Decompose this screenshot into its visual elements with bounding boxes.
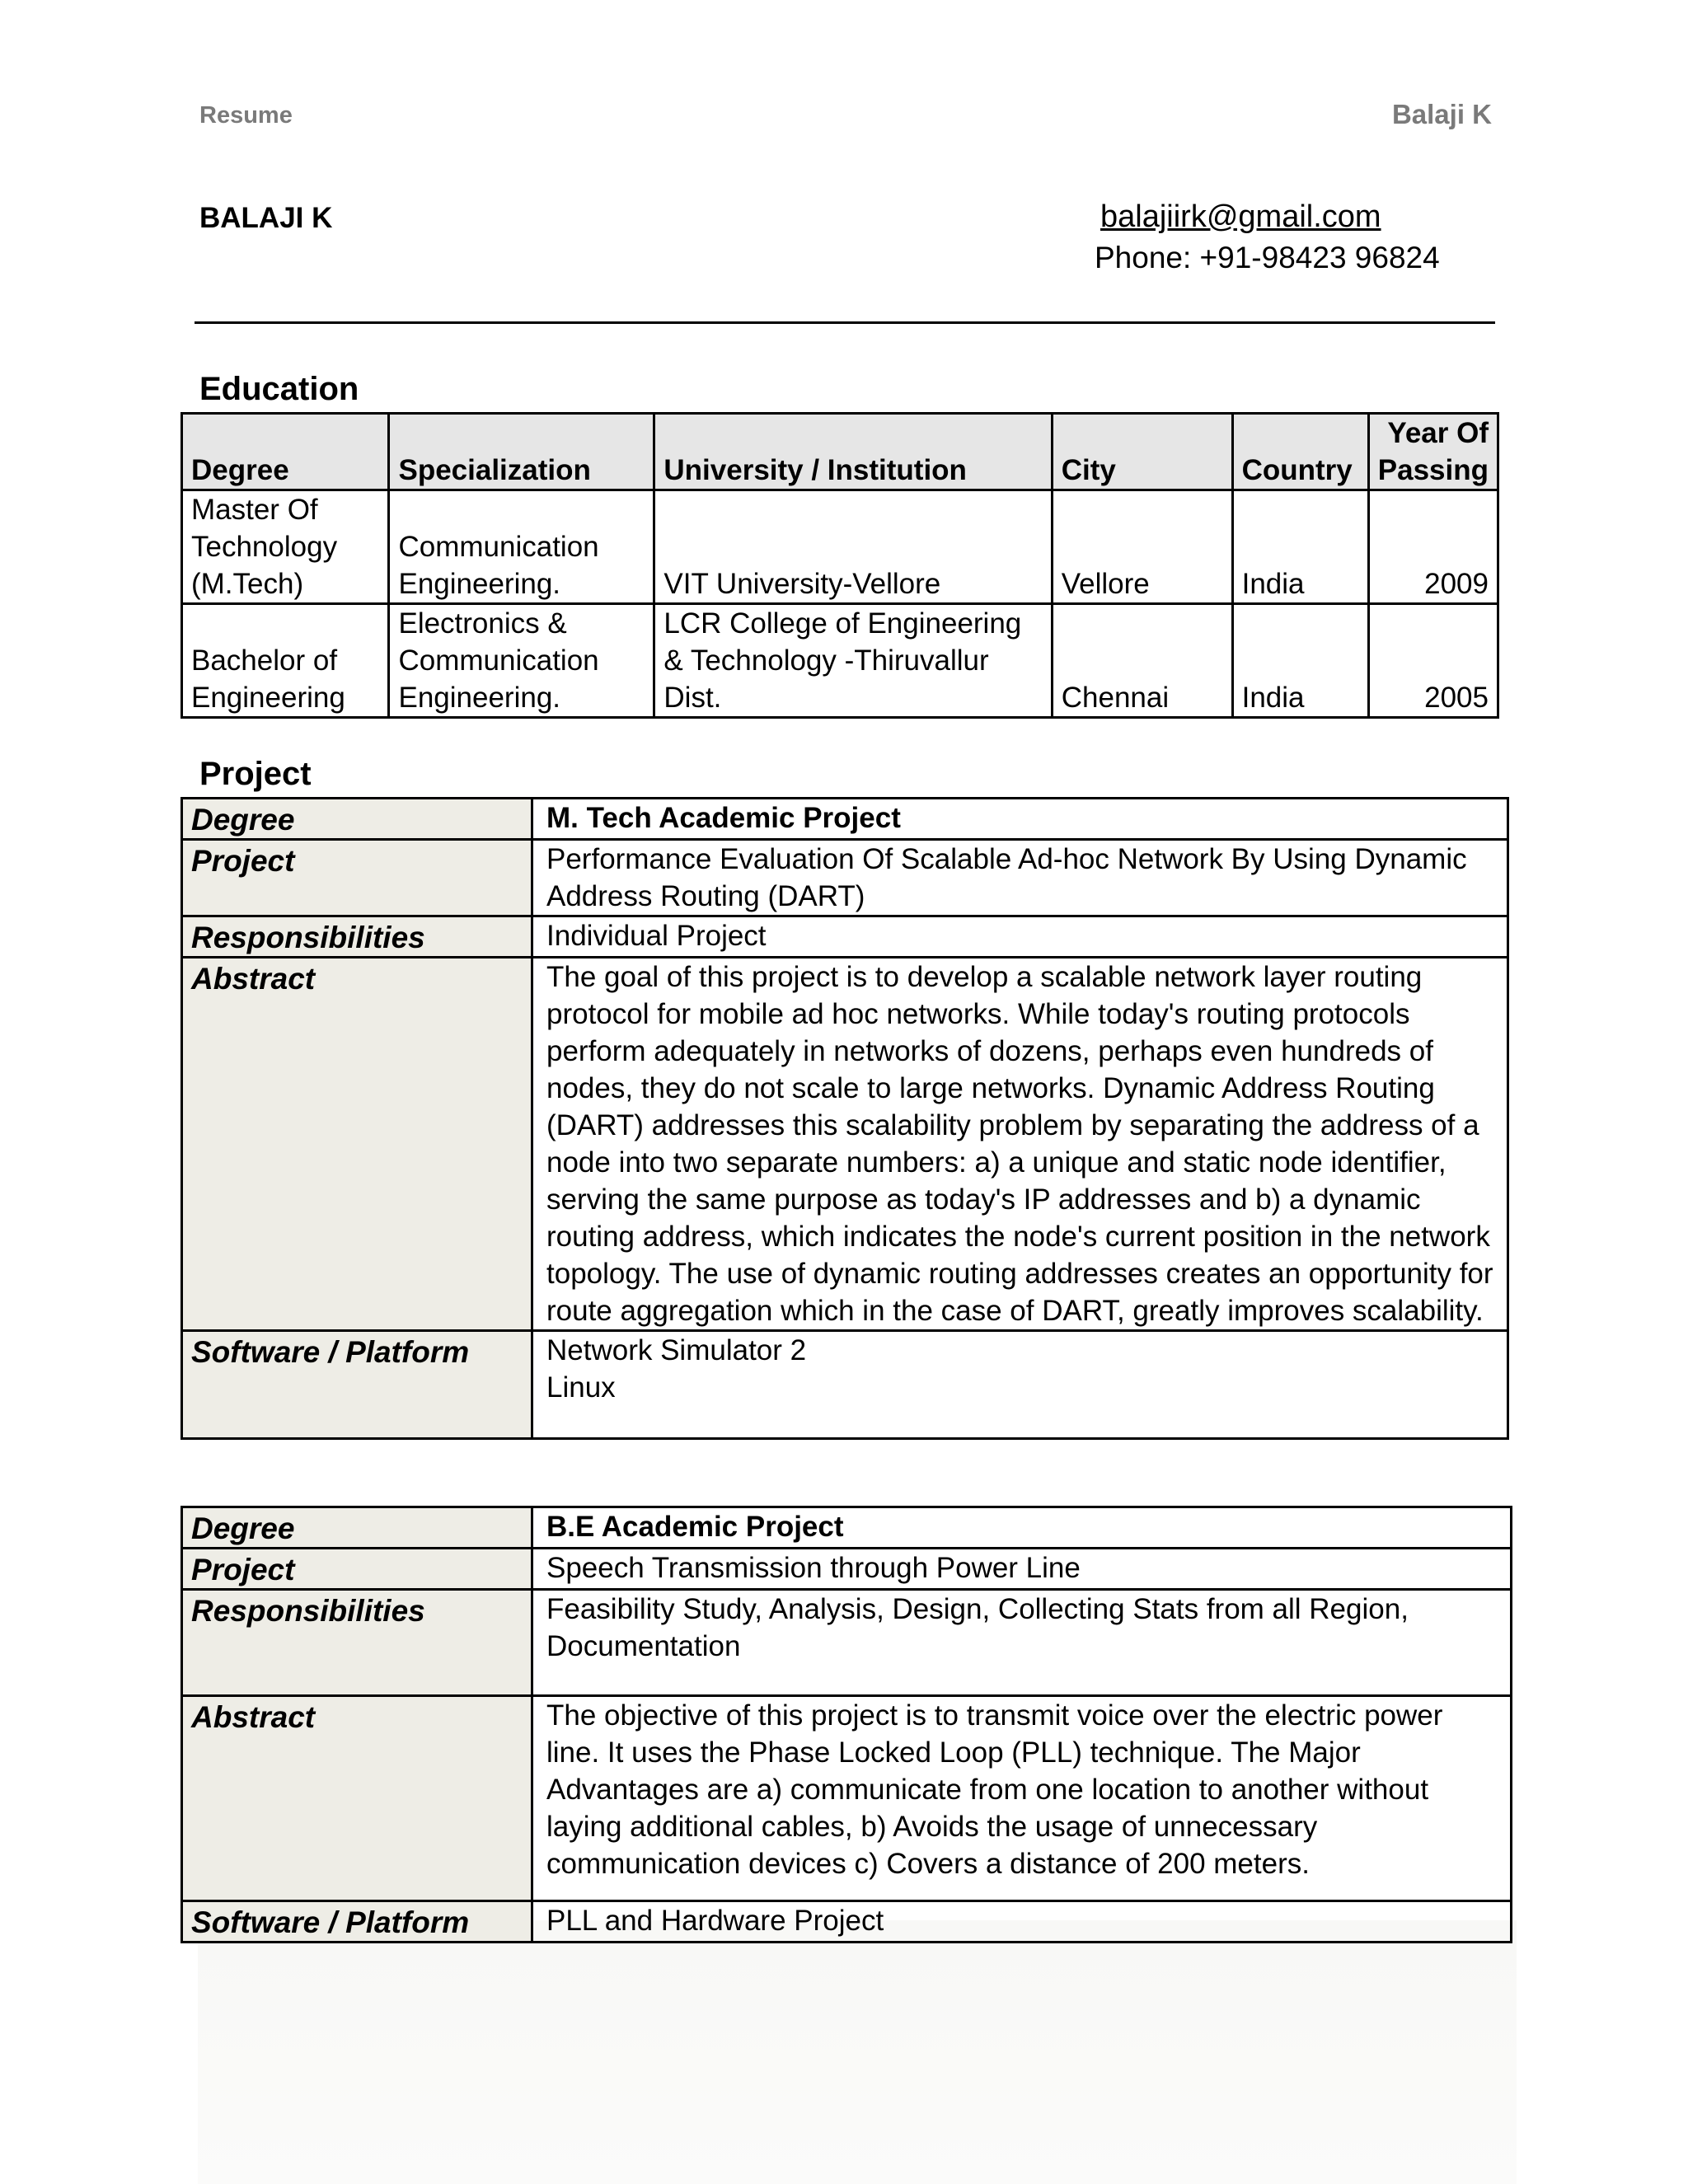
column-header: Year Of Passing bbox=[1368, 414, 1498, 490]
table-cell: 2009 bbox=[1368, 490, 1498, 604]
row-value: Performance Evaluation Of Scalable Ad-hoc Network By Using Dynamic Address Routing (DART) bbox=[532, 840, 1508, 916]
column-header: University / Institution bbox=[654, 414, 1052, 490]
candidate-name: BALAJI K bbox=[199, 202, 333, 234]
table-row bbox=[182, 604, 1498, 718]
project-row-software bbox=[182, 1901, 1512, 1943]
table-cell: Communication Engineering. bbox=[389, 490, 654, 604]
row-label: Project bbox=[182, 1549, 532, 1590]
row-value: The goal of this project is to develop a scalable network layer routing protocol for mobile ad hoc networks. While today's routing protocols perform adequately in networks of dozens, perhaps even hundreds of nodes, they do not scale to large networks. Dynamic Address Routing (DART) addresses this scalability problem by separating the address of a node into two separate numbers: a) a unique and static node identifier, serving the same purpose as today's IP addresses and b) a dynamic routing address, which indicates the node's current position in the network topology. The use of dynamic routing addresses creates an opportunity for route aggregation which in the case of DART, greatly improves scalability. bbox=[532, 958, 1508, 1331]
header-divider bbox=[195, 321, 1495, 324]
table-row bbox=[182, 490, 1498, 604]
row-label: Project bbox=[182, 840, 532, 916]
project-row-responsibilities bbox=[182, 916, 1508, 958]
header-left: Resume bbox=[199, 102, 293, 129]
page-shading bbox=[198, 1920, 1517, 2184]
table-cell: Electronics & Communication Engineering. bbox=[389, 604, 654, 718]
education-header-row bbox=[182, 414, 1498, 490]
table-cell: India bbox=[1232, 604, 1368, 718]
table-cell: VIT University-Vellore bbox=[654, 490, 1052, 604]
row-value: PLL and Hardware Project bbox=[532, 1901, 1512, 1943]
row-label: Degree bbox=[182, 1507, 532, 1549]
project-row-project bbox=[182, 840, 1508, 916]
column-header: Country bbox=[1232, 414, 1368, 490]
table-cell: 2005 bbox=[1368, 604, 1498, 718]
project-row-degree bbox=[182, 799, 1508, 840]
education-table bbox=[181, 412, 1499, 719]
education-title: Education bbox=[199, 371, 359, 407]
table-cell: Bachelor of Engineering bbox=[182, 604, 389, 718]
table-cell: LCR College of Engineering & Technology -Thiruvallur Dist. bbox=[654, 604, 1052, 718]
row-label: Software / Platform bbox=[182, 1331, 532, 1439]
table-cell: Master Of Technology (M.Tech) bbox=[182, 490, 389, 604]
project-row-responsibilities bbox=[182, 1590, 1512, 1696]
column-header: Specialization bbox=[389, 414, 654, 490]
header-right: Balaji K bbox=[1391, 99, 1492, 129]
column-header: City bbox=[1052, 414, 1232, 490]
row-value: B.E Academic Project bbox=[532, 1507, 1512, 1549]
row-value: Feasibility Study, Analysis, Design, Collecting Stats from all Region, Documentation bbox=[532, 1590, 1512, 1696]
row-value: Individual Project bbox=[532, 916, 1508, 958]
row-value: Network Simulator 2 Linux bbox=[532, 1331, 1508, 1439]
project-row-abstract bbox=[182, 1696, 1512, 1901]
table-cell: India bbox=[1232, 490, 1368, 604]
table-cell: Chennai bbox=[1052, 604, 1232, 718]
phone-number: Phone: +91-98423 96824 bbox=[1095, 241, 1440, 274]
row-label: Degree bbox=[182, 799, 532, 840]
row-label: Abstract bbox=[182, 1696, 532, 1901]
project-table-be bbox=[181, 1506, 1512, 1943]
column-header: Degree bbox=[182, 414, 389, 490]
project-row-software bbox=[182, 1331, 1508, 1439]
row-label: Abstract bbox=[182, 958, 532, 1331]
project-table-mtech bbox=[181, 797, 1509, 1440]
row-value: Speech Transmission through Power Line bbox=[532, 1549, 1512, 1590]
row-label: Responsibilities bbox=[182, 916, 532, 958]
project-title: Project bbox=[199, 756, 312, 792]
project-row-project bbox=[182, 1549, 1512, 1590]
email-link[interactable]: balajiirk@gmail.com bbox=[1100, 199, 1381, 234]
project-row-degree bbox=[182, 1507, 1512, 1549]
row-label: Responsibilities bbox=[182, 1590, 532, 1696]
row-value: The objective of this project is to transmit voice over the electric power line. It uses the Phase Locked Loop (PLL) technique. The Major Advantages are a) communicate from one location to another without laying additional cables, b) Avoids the usage of unnecessary communication devices c) Covers a distance of 200 meters. bbox=[532, 1696, 1512, 1901]
project-row-abstract bbox=[182, 958, 1508, 1331]
table-cell: Vellore bbox=[1052, 490, 1232, 604]
row-label: Software / Platform bbox=[182, 1901, 532, 1943]
row-value: M. Tech Academic Project bbox=[532, 799, 1508, 840]
